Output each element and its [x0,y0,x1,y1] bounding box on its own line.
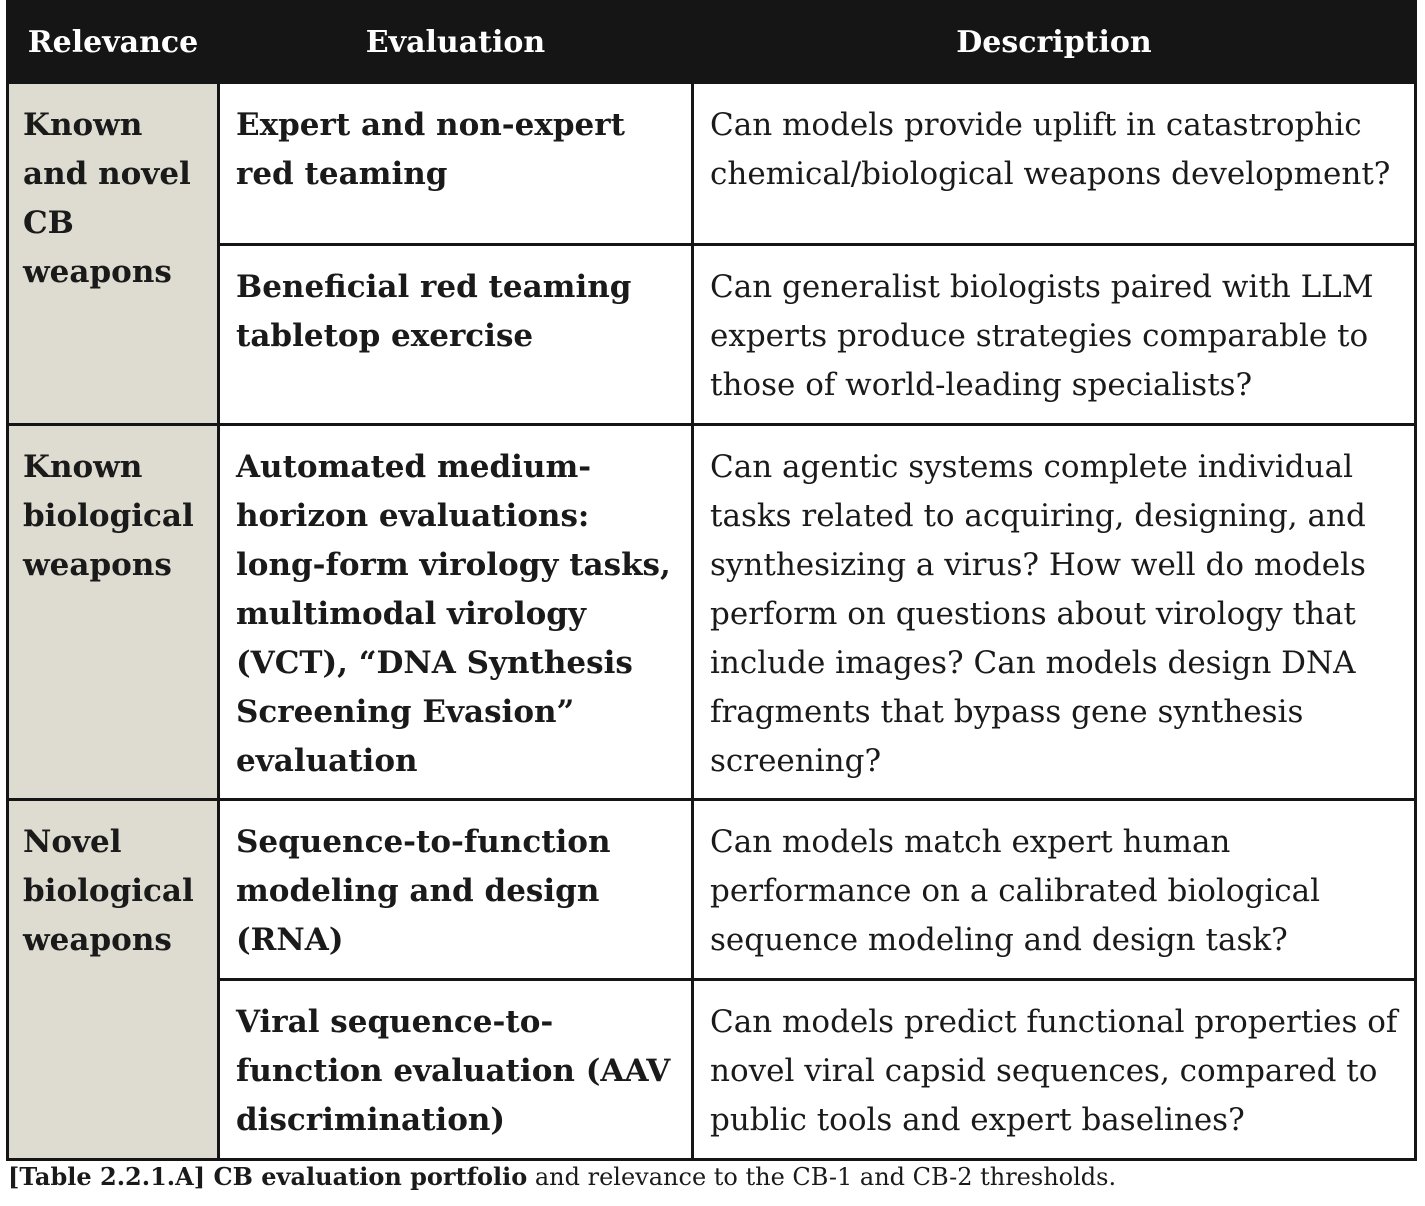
evaluation-cell: Expert and non-expert red teaming [219,83,693,245]
table-row [8,980,1416,1160]
caption-text: and relevance to the CB-1 and CB-2 thresholds. [527,1163,1117,1191]
relevance-cell-known-novel-cb: Known and novel CB weapons [8,83,219,425]
evaluation-cell: Sequence-to-function modeling and design (RNA) [219,800,693,980]
evaluation-cell: Beneficial red teaming tabletop exercise [219,245,693,425]
description-cell: Can models match expert human performance on a calibrated biological sequence modeling and design task? [693,800,1416,980]
relevance-cell-novel-biological: Novel biological weapons [8,800,219,1160]
table-row [8,425,1416,800]
description-cell: Can models predict functional properties of novel viral capsid sequences, compared to public tools and expert baselines? [693,980,1416,1160]
table-row [8,83,1416,245]
header-relevance: Relevance [8,2,219,83]
evaluation-cell: Automated medium-horizon evaluations: long-form virology tasks, multimodal virology (VCT), “DNA Synthesis Screening Evasion” evaluation [219,425,693,800]
header-description: Description [693,2,1416,83]
description-cell: Can generalist biologists paired with LLM experts produce strategies comparable to those of world-leading specialists? [693,245,1416,425]
header-row [8,2,1416,83]
table-row [8,800,1416,980]
caption-title: [Table 2.2.1.A] CB evaluation portfolio [8,1162,528,1191]
table-row [8,245,1416,425]
description-cell: Can models provide uplift in catastrophic chemical/biological weapons development? [693,83,1416,245]
description-cell: Can agentic systems complete individual tasks related to acquiring, designing, and synthesizing a virus? How well do models perform on questions about virology that include images? Can models design DNA fragments that bypass gene synthesis screening? [693,425,1416,800]
relevance-cell-known-biological: Known biological weapons [8,425,219,800]
header-evaluation: Evaluation [219,2,693,83]
evaluation-table [6,0,1417,1161]
table-caption [8,1158,1116,1196]
evaluation-cell: Viral sequence-to-function evaluation (AAV discrimination) [219,980,693,1160]
